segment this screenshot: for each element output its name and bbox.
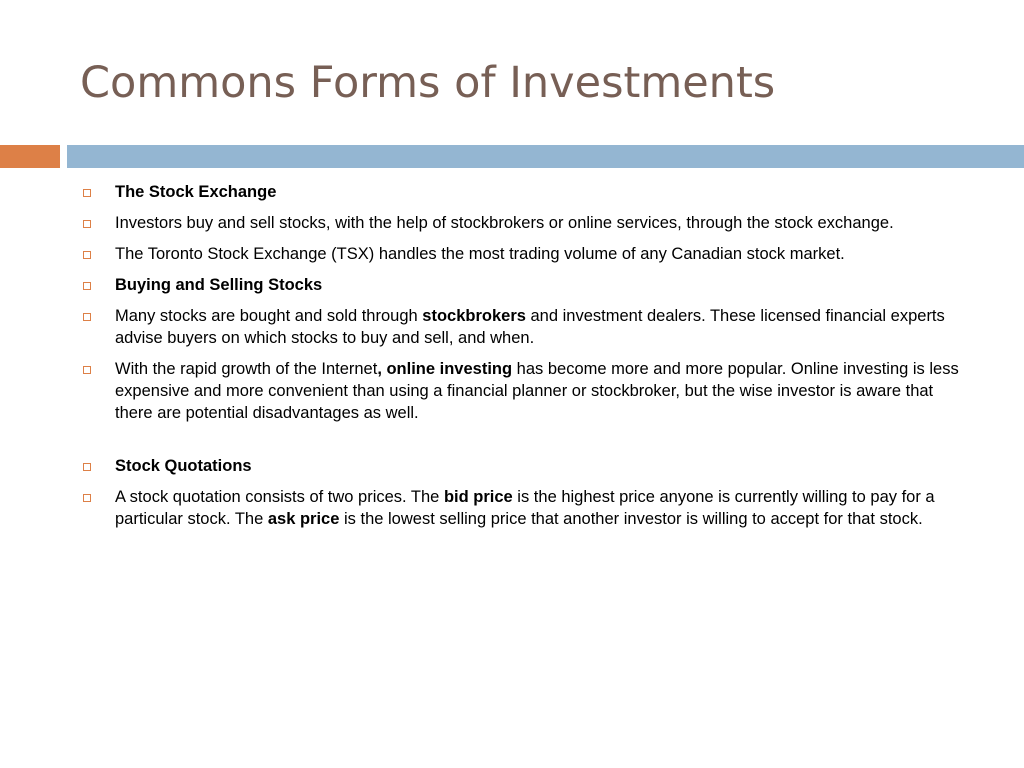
section-heading: Buying and Selling Stocks [115, 276, 323, 294]
list-item [80, 181, 970, 203]
section-heading: Stock Quotations [115, 457, 252, 475]
bold-term: , online investing [377, 360, 513, 378]
bullet-text: and investment dealers. These licensed financial experts advise buyers on which stocks to buy and sell, and when. [115, 307, 945, 347]
list-item [80, 486, 970, 530]
bold-term: stockbrokers [422, 307, 526, 325]
bullet-text: The Toronto Stock Exchange (TSX) handles the most trading volume of any Canadian stock market. [115, 245, 845, 263]
bullet-list [80, 181, 970, 539]
bullet-text: A stock quotation consists of two prices. The [115, 488, 444, 506]
bold-term: bid price [443, 488, 513, 506]
list-item [80, 274, 970, 296]
square-bullet-icon [83, 282, 91, 290]
square-bullet-icon [83, 251, 91, 259]
list-item [80, 212, 970, 234]
square-bullet-icon [83, 313, 91, 321]
bullet-text: has become more and more popular. Online investing is less expensive and more convenient than using a financial planner or stockbroker, but the wise investor is aware that there are potential disadvantages as well. [115, 360, 959, 422]
list-item [80, 305, 970, 349]
square-bullet-icon [83, 494, 91, 502]
square-bullet-icon [83, 366, 91, 374]
list-item [80, 455, 970, 477]
bold-term: ask price [267, 510, 340, 528]
list-item [80, 243, 970, 265]
accent-bar [0, 145, 60, 168]
slide-title: Commons Forms of Investments [80, 58, 776, 108]
bullet-text: Many stocks are bought and sold through [115, 307, 423, 325]
bullet-text: is the lowest selling price that another investor is willing to accept for that stock. [339, 510, 923, 528]
square-bullet-icon [83, 220, 91, 228]
list-item [80, 358, 970, 424]
bullet-text: Investors buy and sell stocks, with the help of stockbrokers or online services, through the stock exchange. [115, 214, 894, 232]
square-bullet-icon [83, 463, 91, 471]
section-heading: The Stock Exchange [115, 183, 277, 201]
bullet-text: is the highest price anyone is currently willing to pay for a particular stock. The [115, 488, 935, 528]
square-bullet-icon [83, 189, 91, 197]
bullet-text: With the rapid growth of the Internet [115, 360, 378, 378]
title-divider-bar [67, 145, 1024, 168]
